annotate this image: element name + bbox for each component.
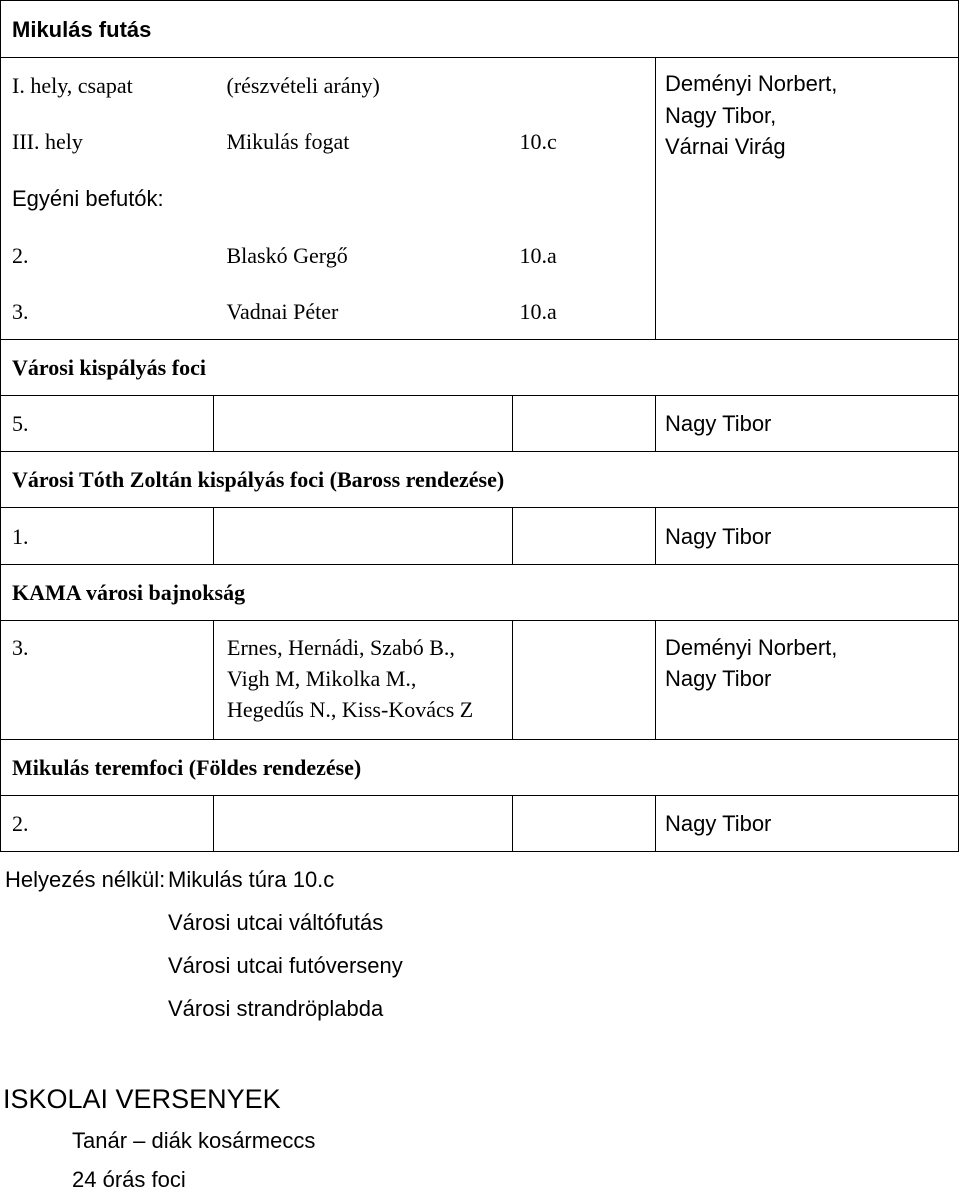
place-cell: 3. (12, 298, 29, 324)
place-cell: 5. (1, 396, 214, 452)
section-title-kama: KAMA városi bajnokság (1, 565, 959, 621)
table-row (1, 396, 959, 452)
place-cell: 2. (1, 796, 214, 852)
place-cell: III. hely (12, 128, 83, 154)
table-row (1, 621, 959, 740)
name-cell (214, 508, 513, 565)
table-row (1, 58, 959, 113)
teachers-cell (656, 621, 959, 740)
section-header-row (1, 565, 959, 621)
no-place-label: Helyezés nélkül: (5, 867, 166, 892)
section-header-row (1, 452, 959, 508)
class-cell: 10.a (519, 298, 557, 324)
players-cell (214, 621, 513, 740)
no-place-list (168, 858, 403, 1030)
class-cell (513, 396, 656, 452)
section-title-mikulas-futas: Mikulás futás (1, 1, 959, 58)
teacher-cell: Nagy Tibor (656, 396, 959, 452)
teachers-cell (656, 58, 959, 340)
class-cell: 10.c (519, 128, 557, 154)
class-cell (513, 58, 656, 113)
teacher-name: Deményi Norbert, (665, 71, 838, 96)
player-line: Hegedűs N., Kiss-Kovács Z (227, 697, 474, 722)
table-row (1, 796, 959, 852)
name-cell: Mikulás fogat (226, 128, 350, 154)
class-cell: 10.a (519, 242, 557, 268)
class-cell (513, 796, 656, 852)
class-cell (513, 621, 656, 740)
teacher-cell: Nagy Tibor (656, 796, 959, 852)
list-item: Mikulás túra 10.c (168, 867, 335, 892)
name-cell: Blaskó Gergő (226, 242, 348, 268)
detail-cell: (részvételi arány) (226, 72, 380, 98)
name-cell: Vadnai Péter (226, 298, 339, 324)
teacher-name: Nagy Tibor (665, 666, 772, 691)
section-title-kispalyas-foci: Városi kispályás foci (1, 340, 959, 396)
list-item: Városi strandröplabda (168, 996, 384, 1021)
school-competitions-list (72, 1120, 315, 1192)
place-cell: 3. (1, 621, 214, 740)
list-item: Tanár – diák kosármeccs (72, 1128, 316, 1153)
name-cell (214, 170, 513, 227)
player-line: Ernes, Hernádi, Szabó B., (227, 635, 455, 660)
place-cell: 1. (1, 508, 214, 565)
section-header-row (1, 1, 959, 58)
list-item: 24 órás foci (72, 1167, 186, 1192)
teacher-name: Várnai Virág (665, 134, 786, 159)
teacher-name: Nagy Tibor, (665, 102, 777, 128)
section-header-row (1, 340, 959, 396)
school-competitions-heading: ISKOLAI VERSENYEK (3, 1084, 281, 1114)
list-item: Városi utcai váltófutás (168, 910, 384, 935)
section-title-teremfoci: Mikulás teremfoci (Földes rendezése) (1, 740, 959, 796)
teacher-name: Deményi Norbert, (665, 635, 838, 660)
name-cell (214, 796, 513, 852)
individual-label: Egyéni befutók: (12, 185, 164, 211)
player-line: Vigh M, Mikolka M., (227, 666, 417, 691)
table-row (1, 508, 959, 565)
name-cell (214, 396, 513, 452)
section-title-toth-zoltan: Városi Tóth Zoltán kispályás foci (Baross rendezése) (1, 452, 959, 508)
section-header-row (1, 740, 959, 796)
class-cell (513, 170, 656, 227)
list-item: Városi utcai futóverseny (168, 953, 403, 978)
class-cell (513, 508, 656, 565)
place-cell: 2. (12, 242, 29, 268)
place-cell: I. hely, csapat (12, 72, 133, 98)
teacher-cell: Nagy Tibor (656, 508, 959, 565)
